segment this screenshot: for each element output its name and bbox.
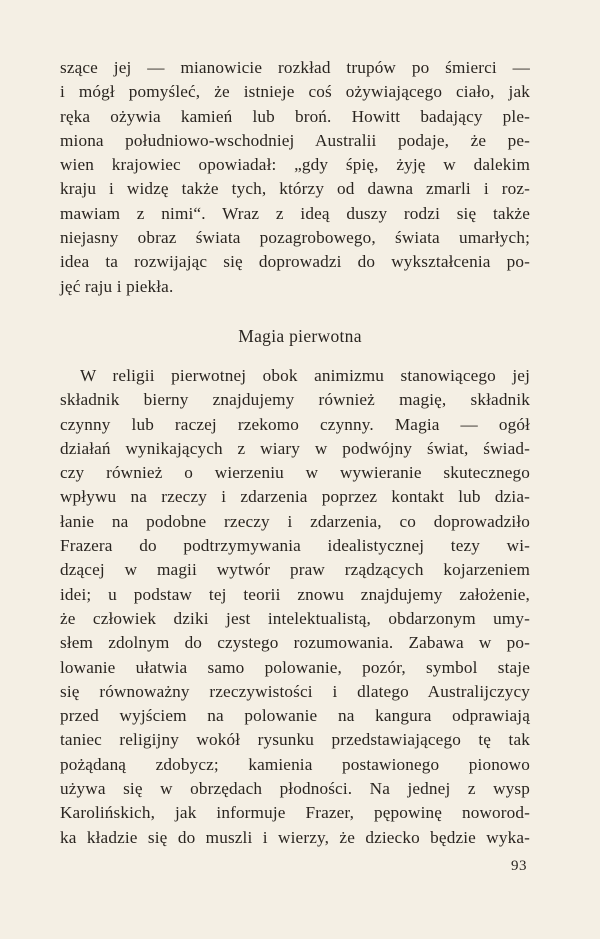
text-line: idei; u podstaw tej teorii znowu znajdujemy założenie, [60,584,530,604]
text-line: niejasny obraz świata pozagrobowego, świata umarłych; [60,228,530,248]
text-line: szące jej — mianowicie rozkład trupów po śmierci — [60,58,530,77]
text-line: pożądaną zdobycz; kamienia postawionego pionowo [60,754,530,774]
text-line: lowanie ułatwia samo polowanie, pozór, symbol staje [60,657,530,677]
text-line: przed wyjściem na polowanie na kangura odprawiają [60,706,530,726]
text-line: wien krajowiec opowiadał: „gdy śpię, żyję w dalekim [60,155,530,175]
text-line: dzącej w magii wytwór praw rządzących kojarzeniem [60,560,530,580]
text-line: ręka ożywia kamień lub broń. Howitt badający ple- [60,106,530,126]
text-line: taniec religijny wokół rysunku przedstawiającego tę tak [60,730,530,750]
text-line: wpływu na rzeczy i zdarzenia poprzez kontakt lub dzia- [60,487,530,507]
page-number: 93 [511,858,527,874]
text-line: W religii pierwotnej obok animizmu stanowiącego jej [80,366,530,385]
text-line: czy również o wierzeniu w wywieranie skutecznego [60,463,530,483]
paragraph-magic [60,364,530,850]
text-line: jęć raju i piekła. [60,276,174,296]
text-line: kraju i widzę także tych, którzy od dawna zmarli i roz- [60,179,530,199]
text-line: działań wynikających z wiary w podwójny świat, świad- [60,438,530,458]
text-line: miona południowo-wschodniej Australii podaje, że pe- [60,130,530,150]
paragraph-animism-continuation [60,56,530,299]
text-line: mawiam z nimi“. Wraz z ideą duszy rodzi się także [60,203,530,223]
text-line: czynny lub raczej rzekomo czynny. Magia — ogół [60,414,530,434]
text-line: i mógł pomyśleć, że istnieje coś ożywiającego ciało, jak [60,82,530,102]
text-line: idea ta rozwijając się doprowadzi do wykształcenia po- [60,252,530,272]
text-line: Frazera do podtrzymywania idealistycznej tezy wi- [60,536,530,556]
text-line: słem zdolnym do czystego rozumowania. Zabawa w po- [60,633,530,653]
text-line: używa się w obrzędach płodności. Na jednej z wysp [60,779,530,799]
text-line: składnik bierny znajdujemy również magię, składnik [60,390,530,410]
text-line: łanie na podobne rzeczy i zdarzenia, co doprowadziło [60,511,530,531]
text-line: ka kładzie się do muszli i wierzy, że dziecko będzie wyka- [60,827,530,847]
section-heading: Magia pierwotna [238,326,362,346]
text-line: że człowiek dziki jest intelektualistą, obdarzonym umy- [60,608,530,628]
text-line: Karolińskich, jak informuje Frazer, pępowinę noworod- [60,803,530,823]
text-line: się równoważny rzeczywistości i dlatego Australijczycy [60,681,530,701]
